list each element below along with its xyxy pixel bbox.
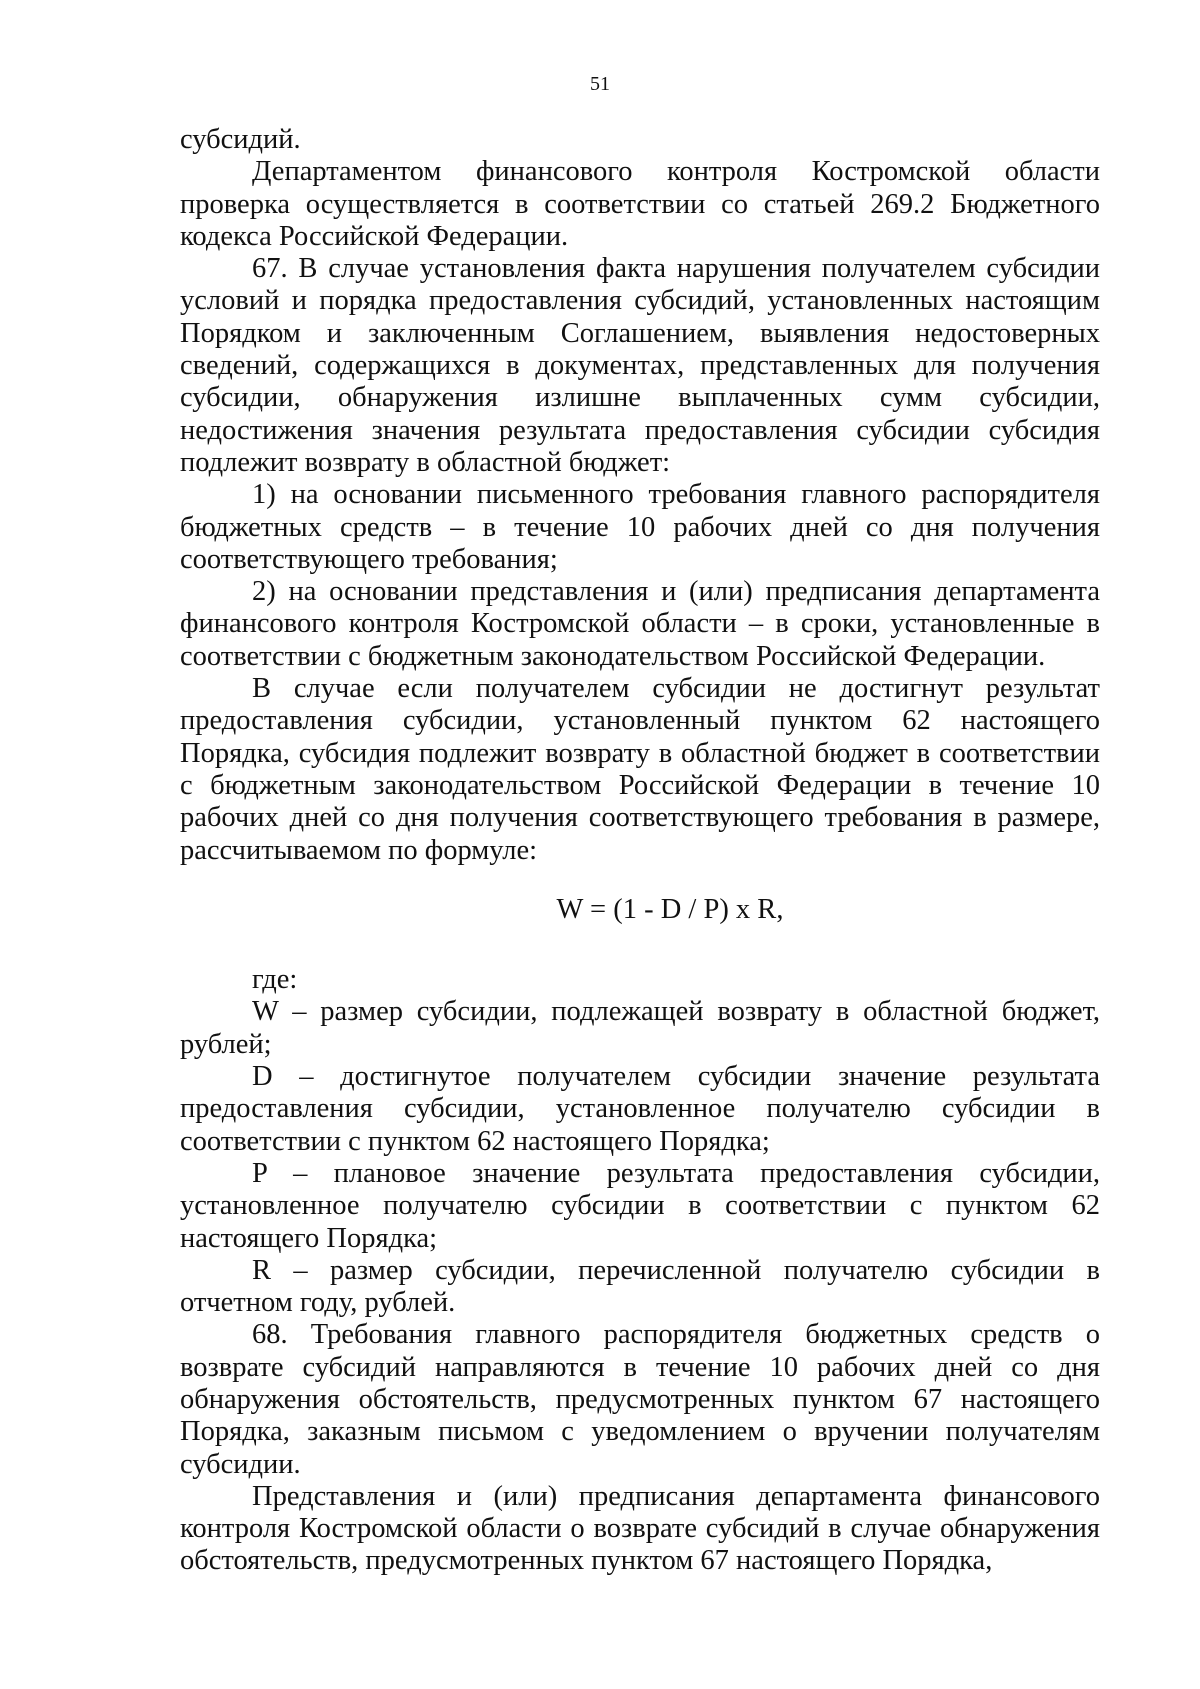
definition-p: P – плановое значение результата предоставления субсидии, установленное получателю субсидии в соответствии с пунктом 62 настоящего Порядка; xyxy=(180,1157,1100,1254)
document-body xyxy=(180,124,1100,1578)
paragraph-inspection: Департаментом финансового контроля Костромской области проверка осуществляется в соответствии со статьей 269.2 Бюджетного кодекса Российской Федерации. xyxy=(180,156,1100,252)
paragraph-where: где: xyxy=(252,964,298,996)
paragraph-representations: Представления и (или) предписания департамента финансового контроля Костромской области о возврате субсидий в случае обнаружения обстоятельств, предусмотренных пунктом 67 настоящего Порядка, xyxy=(180,1480,1100,1577)
paragraph-result-not-achieved: В случае если получателем субсидии не достигнут результат предоставления субсидии, установленный пунктом 62 настоящего Порядка, субсидия подлежит возврату в областной бюджет в соответствии с бюджетным законодательством Российской Федерации в течение 10 рабочих дней со дня получения соответствующего требования в размере, рассчитываемом по формуле: xyxy=(180,673,1100,866)
paragraph-item-2: 2) на основании представления и (или) предписания департамента финансового контроля Костромской области – в сроки, установленные в соответствии с бюджетным законодательством Российской Федерации. xyxy=(180,576,1100,672)
paragraph-item-1: 1) на основании письменного требования главного распорядителя бюджетных средств – в течение 10 рабочих дней со дня получения соответствующего требования; xyxy=(180,479,1100,575)
paragraph-clause-67: 67. В случае установления факта нарушения получателем субсидии условий и порядка предоставления субсидий, установленных настоящим Порядком и заключенным Соглашением, выявления недостоверных сведений, содержащихся в документах, представленных для получения субсидии, обнаружения излишне выплаченных сумм субсидии, недостижения значения результата предоставления субсидии субсидия подлежит возврату в областной бюджет: xyxy=(180,253,1100,478)
definition-d: D – достигнутое получателем субсидии значение результата предоставления субсидии, установленное получателю субсидии в соответствии с пунктом 62 настоящего Порядка; xyxy=(180,1061,1100,1157)
definition-w: W – размер субсидии, подлежащей возврату в областной бюджет, рублей; xyxy=(180,996,1100,1060)
paragraph-continuation: субсидий. xyxy=(180,124,301,155)
page-number: 51 xyxy=(590,73,610,95)
formula: W = (1 - D / P) x R, xyxy=(556,893,784,925)
paragraph-clause-68: 68. Требования главного распорядителя бюджетных средств о возврате субсидий направляются в течение 10 рабочих дней со дня обнаружения обстоятельств, предусмотренных пунктом 67 настоящего Порядка, заказным письмом с уведомлением о вручении получателям субсидии. xyxy=(180,1319,1100,1480)
definition-r: R – размер субсидии, перечисленной получателю субсидии в отчетном году, рублей. xyxy=(180,1254,1100,1319)
